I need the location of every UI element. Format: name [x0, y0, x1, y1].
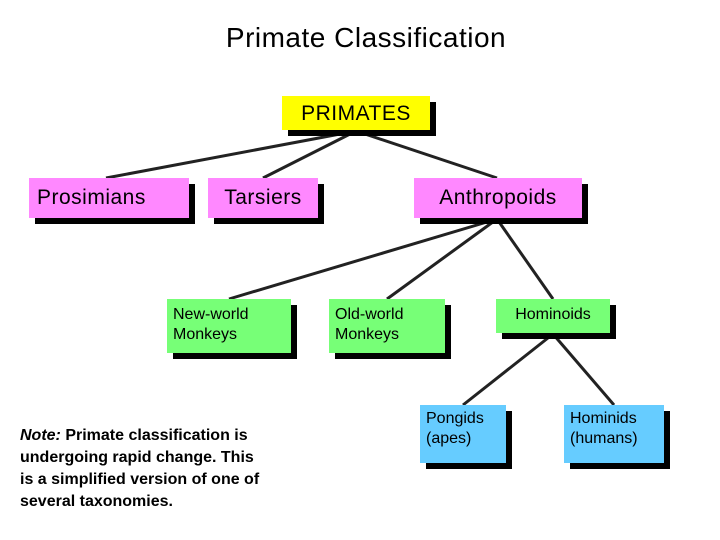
node-hominids-line-1: Hominids [570, 410, 637, 427]
node-old-world-line-2: Monkeys [335, 326, 400, 343]
connector-anthropoids-oldworld [387, 219, 497, 299]
node-anthropoids [414, 178, 582, 218]
node-hominoids-label: Hominoids [515, 306, 591, 323]
note-line-3: is a simplified version of one of [20, 471, 260, 488]
note-line-2: undergoing rapid change. This [20, 449, 254, 466]
node-anthropoids-label: Anthropoids [439, 186, 557, 209]
note-line-1: Primate classification is [60, 427, 248, 444]
node-prosimians [29, 178, 189, 218]
node-primates-label: PRIMATES [301, 102, 411, 125]
connector-hominoids-hominids [553, 334, 614, 405]
node-hominids [564, 405, 664, 463]
connector-hominoids-pongids [463, 334, 553, 405]
taxonomy-note [20, 425, 310, 513]
node-new-world-monkeys [167, 299, 291, 353]
node-hominoids [496, 299, 610, 333]
node-hominids-line-2: (humans) [570, 430, 638, 447]
node-pongids [420, 405, 506, 463]
node-tarsiers-label: Tarsiers [224, 186, 302, 209]
node-old-world-monkeys [329, 299, 445, 353]
diagram-title: Primate Classification [225, 22, 507, 53]
connector-anthropoids-newworld [229, 219, 497, 299]
node-new-world-line-2: Monkeys [173, 326, 238, 343]
node-tarsiers [208, 178, 318, 218]
connector-primates-tarsiers [263, 131, 356, 178]
node-old-world-line-1: Old-world [335, 306, 404, 323]
node-pongids-line-2: (apes) [426, 430, 472, 447]
connector-primates-prosimians [106, 131, 356, 178]
note-lead: Note: [20, 427, 61, 444]
connector-primates-anthropoids [356, 131, 497, 178]
note-line-4: several taxonomies. [20, 493, 173, 510]
connector-anthropoids-hominoids [497, 219, 553, 299]
node-primates [282, 96, 430, 130]
node-new-world-line-1: New-world [173, 306, 249, 323]
node-pongids-line-1: Pongids [426, 410, 484, 427]
node-prosimians-label: Prosimians [37, 186, 146, 209]
